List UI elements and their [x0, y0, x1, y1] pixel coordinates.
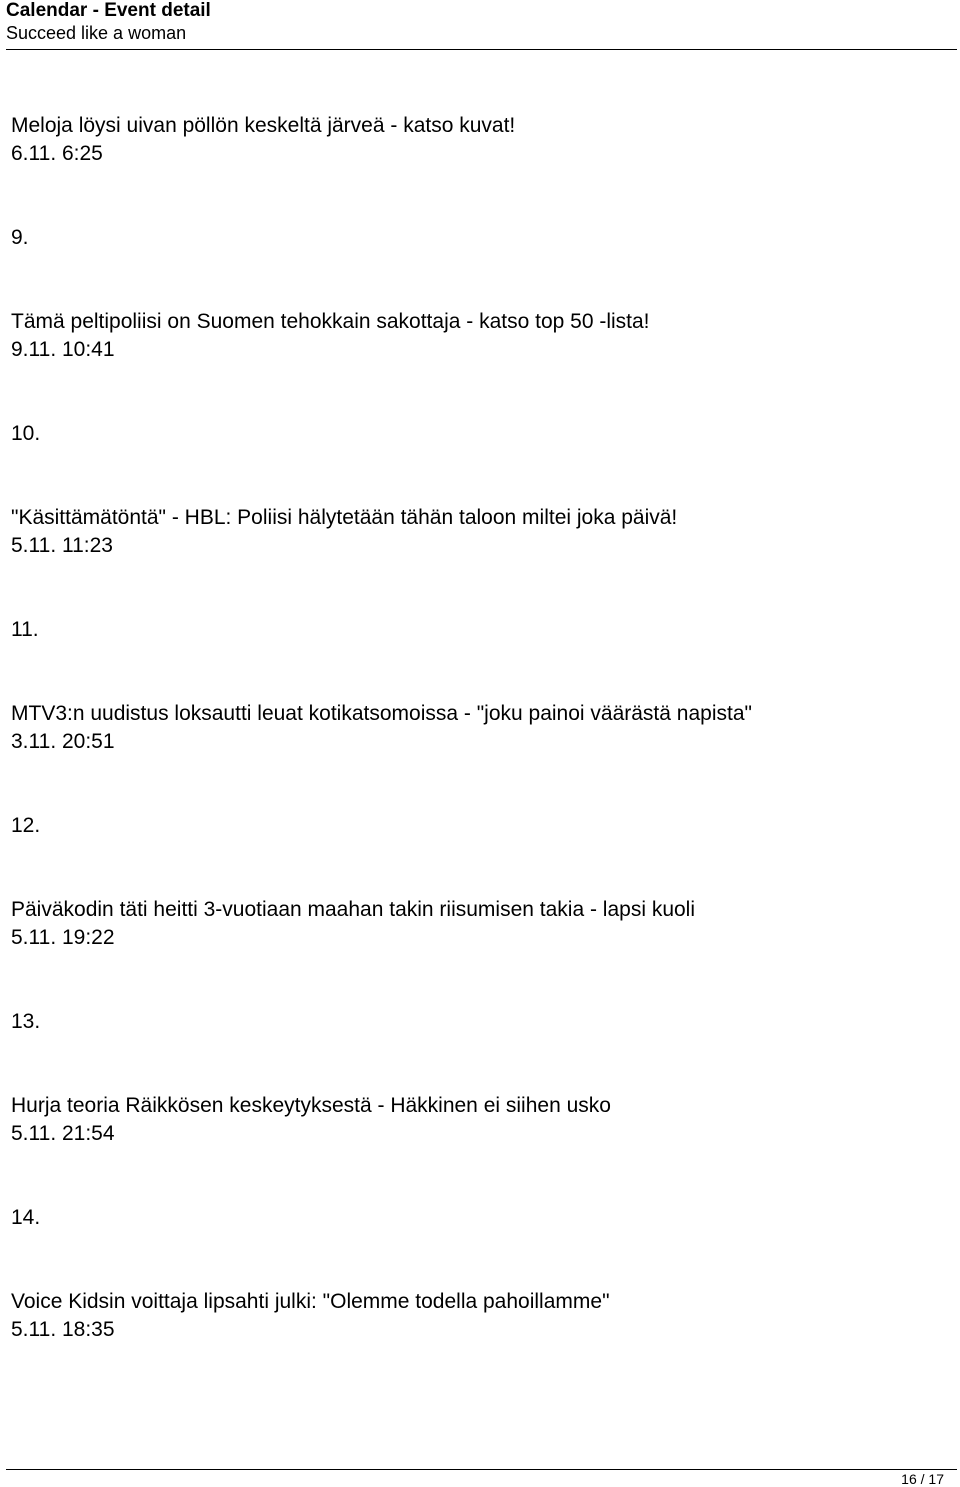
news-time: 5.11. 21:54 [11, 1122, 115, 1145]
news-time: 5.11. 11:23 [11, 534, 113, 557]
news-number: 14. [11, 1206, 41, 1229]
news-title[interactable]: Hurja teoria Räikkösen keskeytyksestä - Häkkinen ei siihen usko [11, 1094, 611, 1117]
list-item [11, 616, 951, 812]
list-item [11, 224, 951, 420]
list-item [11, 1008, 951, 1204]
header-title: Calendar - Event detail [6, 0, 211, 21]
list-item [11, 1204, 951, 1400]
list-item [11, 112, 951, 224]
news-time: 3.11. 20:51 [11, 730, 115, 753]
news-title[interactable]: Päiväkodin täti heitti 3-vuotiaan maahan takin riisumisen takia - lapsi kuoli [11, 898, 696, 921]
news-list [11, 112, 951, 1400]
news-time: 6.11. 6:25 [11, 142, 103, 165]
news-number: 11. [11, 618, 39, 641]
news-number: 12. [11, 814, 41, 837]
news-title[interactable]: "Käsittämätöntä" - HBL: Poliisi hälytetään tähän taloon miltei joka päivä! [11, 506, 678, 529]
news-title[interactable]: Tämä peltipoliisi on Suomen tehokkain sakottaja - katso top 50 -lista! [11, 310, 650, 333]
news-time: 5.11. 18:35 [11, 1318, 115, 1341]
news-title[interactable]: Meloja löysi uivan pöllön keskeltä järveä - katso kuvat! [11, 114, 516, 137]
header-subtitle: Succeed like a woman [6, 23, 187, 43]
news-time: 9.11. 10:41 [11, 338, 115, 361]
news-number: 9. [11, 226, 29, 249]
page-header [6, 0, 957, 50]
list-item [11, 812, 951, 1008]
news-title[interactable]: MTV3:n uudistus loksautti leuat kotikatsomoissa - "joku painoi väärästä napista" [11, 702, 752, 725]
news-title[interactable]: Voice Kidsin voittaja lipsahti julki: "Olemme todella pahoillamme" [11, 1290, 610, 1313]
news-number: 10. [11, 422, 41, 445]
footer-divider [6, 1469, 957, 1470]
list-item [11, 420, 951, 616]
news-number: 13. [11, 1010, 41, 1033]
page-number: 16 / 17 [901, 1471, 944, 1487]
news-time: 5.11. 19:22 [11, 926, 115, 949]
